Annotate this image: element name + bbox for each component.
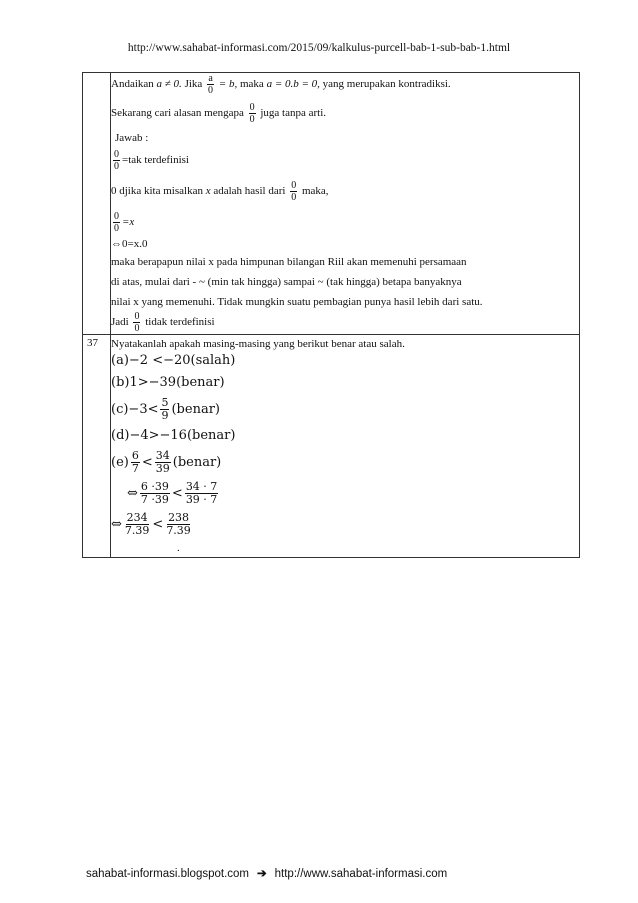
fraction-a-over-0: $\frac{a}{0}$ bbox=[208, 73, 214, 96]
conclusion-line: Jadi $\frac{0}{0}$ tidak terdefinisi bbox=[111, 311, 215, 334]
fraction-0-over-0: $\frac{0}{0}$ bbox=[249, 102, 255, 125]
footer-site-link[interactable]: http://www.sahabat-informasi.com bbox=[274, 868, 448, 880]
item-d: (d)−4>−16(benar) bbox=[111, 428, 236, 443]
step-1: ⇔ $\frac{6 \cdot 39}{7 \cdot 39}$ < $\frac{34 \cdot 7}{39 \cdot 7}$ bbox=[127, 480, 218, 506]
step-2: ⇔ $\frac{234}{7.39}$ < $\frac{238}{7.39}$ bbox=[111, 511, 191, 537]
row-number-cell bbox=[83, 73, 111, 335]
equation-line: $\frac{0}{0}$ =x bbox=[114, 211, 135, 234]
item-a: (a)−2 <−20(salah) bbox=[111, 353, 236, 368]
supposition-line: 0 djika kita misalkan x adalah hasil dari $\frac{0}{0}$ maka, bbox=[111, 180, 329, 203]
table-row bbox=[83, 335, 580, 558]
solution-cell-37 bbox=[111, 335, 580, 558]
question-line: Sekarang cari alasan mengapa $\frac{0}{0}$ juga tanpa arti. bbox=[111, 102, 327, 125]
item-c: (c)−3< $\frac{5}{9}$ (benar) bbox=[111, 396, 220, 422]
explanation-line-1: maka berapapun nilai x pada himpunan bilangan Riil akan memenuhi persamaan bbox=[111, 256, 467, 268]
undefined-line: $\frac{0}{0}$ =tak terdefinisi bbox=[114, 149, 189, 172]
assumption-line: Andaikan a ≠ 0. Jika $\frac{a}{0}$ = b, maka a = 0.b = 0, yang merupakan kontradiksi. bbox=[111, 73, 451, 96]
question-37-prompt: Nyatakanlah apakah masing-masing yang berikut benar atau salah. bbox=[111, 338, 405, 350]
item-e: (e) $\frac{6}{7}$ < $\frac{34}{39}$ (benar) bbox=[111, 449, 222, 475]
footer-blog-link[interactable]: sahabat-informasi.blogspot.com bbox=[86, 868, 249, 880]
row-number-cell: 37 bbox=[83, 335, 111, 558]
table-row bbox=[83, 73, 580, 335]
arrow-right-icon: ➔ bbox=[257, 868, 267, 880]
implication-line: ⇔0=x.0 bbox=[111, 238, 148, 250]
page-header-url: http://www.sahabat-informasi.com/2015/09/kalkulus-purcell-bab-1-sub-bab-1.html bbox=[127, 42, 511, 54]
trailing-dot: . bbox=[177, 542, 180, 554]
item-b: (b)1>−39(benar) bbox=[111, 375, 225, 390]
solution-cell-36 bbox=[111, 73, 580, 335]
explanation-line-3: nilai x yang memenuhi. Tidak mungkin suatu pembagian punya hasil lebih dari satu. bbox=[111, 296, 483, 308]
page-footer bbox=[86, 866, 447, 880]
answer-label: Jawab : bbox=[115, 132, 149, 144]
solution-table bbox=[82, 72, 580, 558]
explanation-line-2: di atas, mulai dari - ~ (min tak hingga) sampai ~ (tak hingga) betapa banyaknya bbox=[111, 276, 462, 288]
